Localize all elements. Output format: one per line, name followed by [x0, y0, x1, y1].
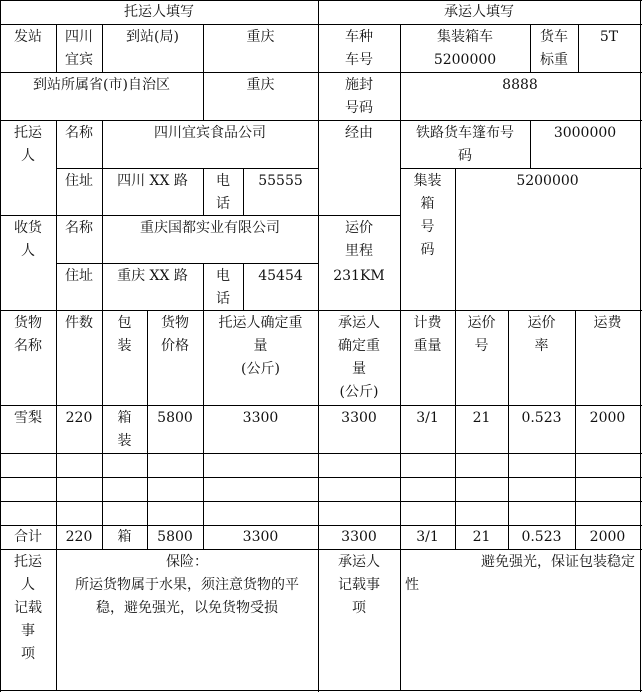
- container-label-line4: 码: [420, 242, 435, 258]
- tarp-value: 3000000: [553, 125, 617, 141]
- total-pack: 箱: [117, 529, 132, 545]
- consignee-phone-label-line2: 话: [216, 291, 230, 307]
- cargo-rate: 0.523: [521, 410, 562, 426]
- distance-label-line2: 里程: [345, 243, 373, 259]
- total-billing-weight: 3/1: [416, 529, 439, 545]
- hdr-cargo-name-line2: 名称: [14, 338, 42, 354]
- total-rate: 0.523: [521, 529, 562, 545]
- rule: [56, 263, 318, 264]
- via-label: 经由: [345, 125, 373, 141]
- tarp-label-line2: 码: [458, 148, 472, 164]
- rule: [400, 168, 642, 169]
- container-label-line2: 箱: [420, 196, 435, 212]
- shipper-notes-label-line1: 托运: [14, 554, 42, 570]
- cargo-count: 220: [65, 410, 93, 426]
- province-value: 重庆: [246, 77, 275, 93]
- rule: [0, 120, 642, 121]
- total-carrier-weight: 3300: [341, 529, 377, 545]
- shipper-notes-label-line3: 记载: [14, 600, 42, 616]
- hdr-price-line1: 货物: [161, 315, 189, 331]
- hdr-carrier-weight-line1: 承运人: [338, 315, 380, 331]
- hdr-pack-line2: 装: [117, 338, 132, 354]
- car-type-value-line2: 5200000: [433, 52, 497, 68]
- car-type-label-line2: 车号: [345, 52, 373, 68]
- hdr-billing-weight-line1: 计费: [413, 315, 442, 331]
- shipper-notes-text-line2: 稳，避免强光，以免货物受损: [96, 600, 278, 616]
- rule: [0, 72, 642, 73]
- hdr-carrier-weight-line4: (公斤): [339, 384, 379, 400]
- container-label-line3: 号: [420, 219, 435, 235]
- consignee-address-label: 住址: [65, 268, 93, 284]
- shipper-address-value: 四川 XX 路: [117, 173, 188, 189]
- car-weight-label-line1: 货车: [540, 29, 568, 45]
- shipper-notes-label-line5: 项: [21, 646, 35, 662]
- car-weight-value: 5T: [599, 29, 619, 45]
- shipper-phone-label-line1: 电: [216, 173, 230, 189]
- consignee-address-value: 重庆 XX 路: [117, 268, 188, 284]
- hdr-rate-no-line1: 运价: [467, 315, 496, 331]
- container-value: 5200000: [516, 173, 579, 189]
- car-type-label-line1: 车种: [345, 29, 373, 45]
- origin-value-line2: 宜宾: [65, 52, 93, 68]
- shipper-phone-value: 55555: [258, 173, 303, 189]
- hdr-shipper-weight-line2: 量: [253, 338, 268, 354]
- hdr-shipper-weight-line3: (公斤): [241, 361, 280, 377]
- rule: [0, 215, 400, 216]
- carrier-notes-label-line3: 项: [352, 600, 366, 616]
- hdr-pack-line1: 包: [117, 315, 132, 331]
- carrier-notes-text-line2: 性: [405, 577, 419, 593]
- shipper-label-line1: 托运: [14, 125, 42, 141]
- rule: [0, 501, 642, 502]
- shipper-phone-label-line2: 话: [216, 196, 230, 212]
- car-weight-label-line2: 标重: [540, 52, 568, 68]
- seal-label-line1: 施封: [345, 77, 373, 93]
- cargo-billing-weight: 3/1: [416, 410, 439, 426]
- hdr-price-line2: 价格: [161, 338, 189, 354]
- consignee-name-label: 名称: [65, 220, 93, 236]
- shipper-address-label: 住址: [65, 173, 93, 189]
- destination-label: 到站(局): [126, 29, 179, 45]
- cargo-shipper-weight: 3300: [242, 410, 279, 426]
- hdr-carrier-weight-line2: 确定重: [338, 338, 380, 354]
- carrier-notes-label-line1: 承运人: [338, 554, 380, 570]
- cargo-pack-line2: 装: [117, 433, 132, 449]
- distance-label-line1: 运价: [345, 220, 373, 236]
- shipper-name-value: 四川宜宾食品公司: [154, 125, 266, 141]
- seal-label-line2: 号码: [345, 100, 373, 116]
- origin-label: 发站: [14, 29, 42, 45]
- shipper-notes-label-line4: 事: [21, 623, 35, 639]
- shipper-label-line2: 人: [21, 148, 35, 164]
- car-type-value-line1: 集装箱车: [437, 29, 493, 45]
- distance-value: 231KM: [333, 268, 385, 284]
- border-bottom: [0, 690, 642, 691]
- insurance-title: 保险：: [166, 554, 208, 570]
- cargo-pack-line1: 箱: [117, 410, 132, 426]
- shipper-notes-text-line1: 所运货物属于水果，须注意货物的平: [75, 577, 299, 593]
- total-shipper-weight: 3300: [242, 529, 279, 545]
- border-right: [640, 0, 641, 692]
- consignee-label-line1: 收货: [14, 220, 42, 236]
- hdr-rate-no-line2: 号: [474, 338, 489, 354]
- consignee-phone-label-line1: 电: [216, 268, 230, 284]
- rule: [0, 549, 642, 550]
- shipper-notes-label-line2: 人: [21, 577, 35, 593]
- rule: [0, 477, 642, 478]
- cargo-price: 5800: [157, 410, 193, 426]
- destination-value: 重庆: [246, 29, 275, 45]
- hdr-cargo-name-line1: 货物: [14, 315, 42, 331]
- cargo-name: 雪梨: [14, 410, 42, 426]
- hdr-carrier-weight-line3: 量: [352, 361, 366, 377]
- hdr-rate-line2: 率: [534, 338, 549, 354]
- consignee-phone-value: 45454: [258, 268, 303, 284]
- total-fee: 2000: [589, 529, 626, 545]
- hdr-shipper-weight-line1: 托运人确定重: [218, 315, 303, 331]
- origin-value-line1: 四川: [65, 29, 93, 45]
- shipper-name-label: 名称: [65, 125, 93, 141]
- total-price: 5800: [157, 529, 193, 545]
- seal-value: 8888: [502, 77, 538, 93]
- rule: [0, 453, 642, 454]
- hdr-rate-line1: 运价: [527, 315, 556, 331]
- total-label: 合计: [14, 529, 42, 545]
- carrier-notes-text-line1: 避免强光，保证包装稳定: [481, 554, 635, 570]
- rule: [0, 310, 642, 311]
- hdr-count: 件数: [65, 315, 93, 331]
- cargo-carrier-weight: 3300: [341, 410, 377, 426]
- rule: [56, 168, 318, 169]
- consignee-name-value: 重庆国都实业有限公司: [140, 220, 280, 236]
- total-rate-no: 21: [472, 529, 491, 545]
- total-count: 220: [65, 529, 93, 545]
- tarp-label-line1: 铁路货车篷布号: [416, 125, 514, 141]
- shipper-fill-heading: 托运人填写: [124, 4, 194, 20]
- carrier-fill-heading: 承运人填写: [444, 4, 514, 20]
- cargo-rate-no: 21: [472, 410, 491, 426]
- rule: [0, 24, 642, 25]
- container-label-line1: 集装: [413, 173, 442, 189]
- province-label: 到站所属省(市)自治区: [33, 77, 170, 93]
- hdr-fee: 运费: [593, 315, 622, 331]
- rule: [0, 405, 642, 406]
- consignee-label-line2: 人: [21, 243, 35, 259]
- carrier-notes-label-line2: 记载事: [338, 577, 380, 593]
- cargo-fee: 2000: [589, 410, 626, 426]
- hdr-billing-weight-line2: 重量: [413, 338, 442, 354]
